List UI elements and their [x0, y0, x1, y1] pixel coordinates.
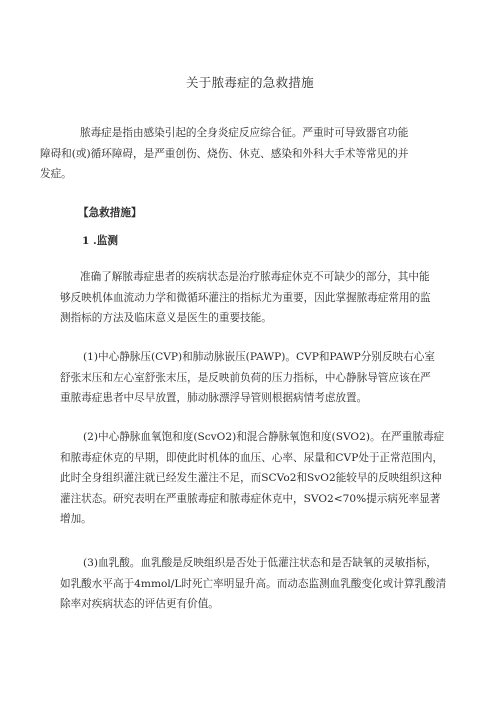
- subsection-heading: 1 .监测: [82, 235, 118, 247]
- paragraph-line: 重脓毒症患者中尽早放置，肺动脉漂浮导管则根据病情考虑放置。: [60, 392, 368, 404]
- paragraph-line: 舒张末压和左心室舒张末压，是反映前负荷的压力指标，中心静脉导管应该在严: [60, 371, 431, 384]
- section-heading: 【急救措施】: [78, 207, 142, 219]
- intro-line: 脓毒症是指由感染引起的全身炎症反应综合征。严重时可导致器官功能: [80, 127, 409, 139]
- paragraph-line: (1)中心静脉压(CVP)和肺动脉嵌压(PAWP)。CVP和PAWP分别反映右心室: [83, 351, 435, 363]
- paragraph-line: 准确了解脓毒症患者的疾病状态是治疗脓毒症休克不可缺少的部分，其中能: [80, 271, 430, 283]
- paragraph-line: 除率对疾病状态的评估更有价值。: [60, 598, 219, 610]
- paragraph-line: 增加。: [60, 513, 92, 525]
- oxygen-saturation-paragraph: [60, 427, 455, 530]
- intro-paragraph: [40, 123, 455, 185]
- paragraph-line: 如乳酸水平高于4mmol/L时死亡率明显升高。而动态监测血乳酸变化或计算乳酸清: [60, 577, 447, 590]
- document-title: 关于脓毒症的急救措施: [185, 75, 314, 90]
- intro-line: 障碍和(或)循环障碍，是严重创伤、烧伤、休克、感染和外科大手术等常见的并: [40, 147, 409, 160]
- cvp-paragraph: [60, 347, 455, 409]
- paragraph-line: (2)中心静脉血氧饱和度(ScvO2)和混合静脉氧饱和度(SVO2)。在严重脓毒症: [83, 431, 445, 443]
- paragraph-line: 灌注状态。研究表明在严重脓毒症和脓毒症休克中，SVO2<70%提示病死率显著: [60, 492, 441, 505]
- paragraph-line: 和脓毒症休克的早期，即使此时机体的血压、心率、尿量和CVP处于正常范围内，: [60, 451, 444, 464]
- paragraph-line: 此时全身组织灌注就已经发生灌注不足，而SCVo2和SvO2能较早的反映组织这种: [60, 472, 442, 484]
- intro-line: 发症。: [40, 168, 72, 180]
- monitoring-intro-paragraph: [60, 267, 455, 329]
- paragraph-line: 测指标的方法及临床意义是医生的重要技能。: [60, 312, 272, 324]
- lactate-paragraph: [60, 553, 455, 615]
- paragraph-line: (3)血乳酸。血乳酸是反映组织是否处于低灌注状态和是否缺氧的灵敏指标，: [83, 557, 438, 569]
- paragraph-line: 够反映机体血流动力学和微循环灌注的指标尤为重要，因此掌握脓毒症常用的监: [60, 291, 431, 304]
